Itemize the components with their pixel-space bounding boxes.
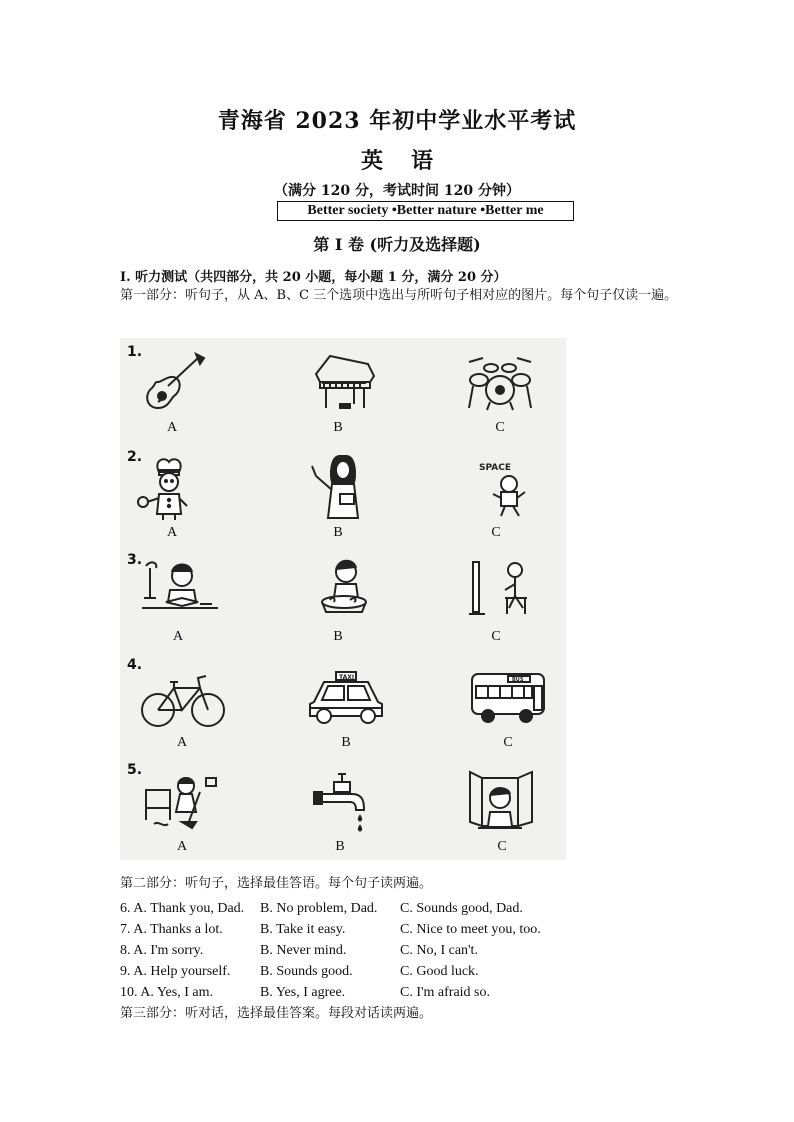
option-c: C. I'm afraid so. bbox=[400, 985, 491, 1000]
boy-reading-icon bbox=[140, 558, 220, 616]
subject-char: 英 bbox=[360, 148, 383, 174]
option-c: C. No, I can't. bbox=[400, 943, 478, 958]
question-row bbox=[120, 922, 680, 942]
choice-label: C bbox=[491, 525, 501, 540]
piano-icon bbox=[310, 352, 380, 414]
option-b: B. Yes, I agree. bbox=[260, 985, 346, 1000]
space-text: SPACE bbox=[479, 463, 511, 473]
option-a: 10. A. Yes, I am. bbox=[120, 985, 213, 1000]
drum-kit-icon bbox=[465, 350, 535, 414]
choice-label: A bbox=[176, 839, 188, 854]
volume-heading: 第 I 卷 (听力及选择题) bbox=[313, 235, 481, 254]
question-row bbox=[120, 901, 680, 921]
option-b: B. No problem, Dad. bbox=[260, 901, 378, 916]
option-a: 9. A. Help yourself. bbox=[120, 964, 231, 979]
option-a: 6. A. Thank you, Dad. bbox=[120, 901, 245, 916]
subject-char: 语 bbox=[411, 148, 434, 174]
option-a: 7. A. Thanks a lot. bbox=[120, 922, 223, 937]
option-c: C. Nice to meet you, too. bbox=[400, 922, 541, 937]
choice-label: A bbox=[166, 525, 178, 540]
option-a: 8. A. I'm sorry. bbox=[120, 943, 204, 958]
question-row bbox=[120, 964, 680, 984]
question-number: 5. bbox=[127, 762, 143, 778]
boy-washing-icon bbox=[310, 556, 380, 618]
choice-label: A bbox=[166, 420, 178, 435]
water-tap-icon bbox=[312, 772, 372, 834]
choice-label: B bbox=[333, 420, 343, 435]
bus-sign-text: BUS bbox=[512, 677, 524, 683]
boy-window-icon bbox=[468, 768, 534, 834]
full-score-note: （满分 120 分，考试时间 120 分钟） bbox=[274, 183, 520, 199]
part2-instruction: 第二部分：听句子，选择最佳答语。每个句子读两遍。 bbox=[120, 876, 433, 891]
option-b: B. Sounds good. bbox=[260, 964, 353, 979]
choice-label: B bbox=[333, 629, 343, 644]
taxi-sign-text: TAXI bbox=[339, 674, 355, 681]
cook-icon bbox=[135, 456, 205, 522]
part1-instruction: 第一部分：听句子，从 A、B、C 三个选项中选出与所听句子相对应的图片。每个句子仅读一遍。 bbox=[120, 288, 678, 303]
guitar-icon bbox=[140, 352, 210, 414]
bicycle-icon bbox=[140, 672, 226, 730]
choice-label: B bbox=[341, 735, 351, 750]
section-heading: I. 听力测试（共四部分，共 20 小题，每小题 1 分，满分 20 分） bbox=[120, 270, 507, 285]
teacher-icon bbox=[310, 452, 380, 522]
question-number: 3. bbox=[127, 552, 143, 568]
option-b: B. Take it easy. bbox=[260, 922, 346, 937]
girl-sweeping-icon bbox=[142, 772, 222, 830]
choice-label: A bbox=[172, 629, 184, 644]
choice-label: C bbox=[495, 420, 505, 435]
question-number: 2. bbox=[127, 449, 143, 465]
choice-label: C bbox=[503, 735, 513, 750]
option-b: B. Never mind. bbox=[260, 943, 347, 958]
part3-instruction: 第三部分：听对话，选择最佳答案。每段对话读两遍。 bbox=[120, 1006, 433, 1021]
option-c: C. Good luck. bbox=[400, 964, 479, 979]
choice-label: B bbox=[335, 839, 345, 854]
bus-icon bbox=[468, 668, 548, 726]
question-row bbox=[120, 943, 680, 963]
question-number: 4. bbox=[127, 657, 143, 673]
choice-label: A bbox=[176, 735, 188, 750]
choice-label: B bbox=[333, 525, 343, 540]
question-row bbox=[120, 985, 680, 1005]
person-watching-tv-icon bbox=[465, 558, 535, 618]
choice-label: C bbox=[497, 839, 507, 854]
astronaut-icon bbox=[465, 458, 535, 522]
question-number: 1. bbox=[127, 344, 143, 360]
option-c: C. Sounds good, Dad. bbox=[400, 901, 523, 916]
subject-title bbox=[0, 144, 794, 175]
exam-title: 青海省 2023 年初中学业水平考试 bbox=[217, 108, 577, 134]
motto-box: Better society •Better nature •Better me bbox=[277, 201, 574, 221]
choice-label: C bbox=[491, 629, 501, 644]
taxi-icon bbox=[306, 670, 386, 726]
